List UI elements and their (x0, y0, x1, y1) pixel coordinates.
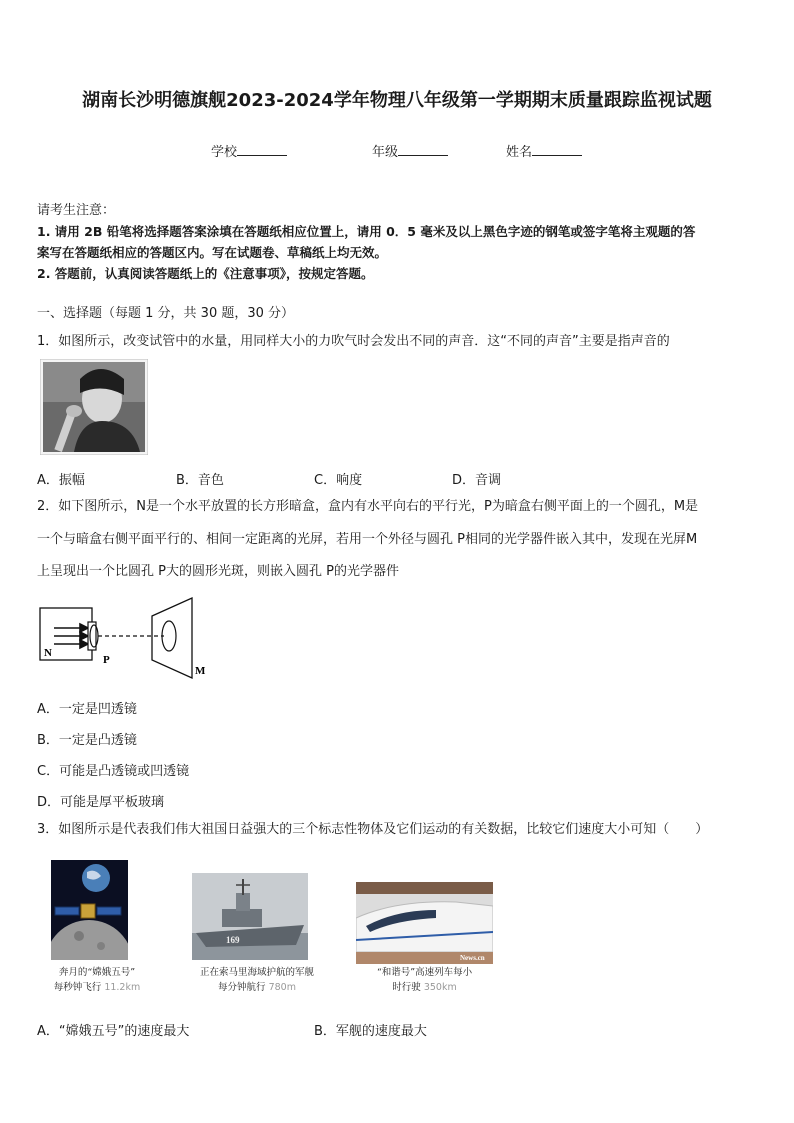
q2-diagram (36, 594, 216, 686)
q3-caption-2 (184, 965, 330, 995)
q1-option-c[interactable]: C．响度 (314, 473, 363, 488)
q3-option-b[interactable]: B．军舰的速度最大 (314, 1024, 427, 1039)
q3-caption-3 (358, 965, 491, 995)
q1-option-a[interactable]: A．振幅 (37, 473, 85, 488)
q3-caption-2-line2: 每分钟航行 (218, 982, 266, 993)
q3-caption-1-line1: 奔月的“嫦娥五号” (58, 967, 136, 978)
notice-item1-line1: 1. 请用 2B 铅笔将选择题答案涂填在答题纸相应位置上，请用 0．5 毫米及以上黑色字迹的钢笔或签字笔将主观题的答 (37, 224, 696, 239)
q2-option-b[interactable]: B．一定是凸透镜 (37, 733, 137, 748)
name-blank[interactable] (532, 143, 582, 156)
q2-stem-line1: 2．如下图所示，N是一个水平放置的长方形暗盒，盒内有水平向右的平行光，P为暗盒右侧平面上的一个圆孔，M是 (37, 499, 699, 514)
q3-stem: 3．如图所示是代表我们伟大祖国日益强大的三个标志性物体及它们运动的有关数据，比较它们速度大小可知（ ） (37, 822, 709, 837)
section-heading: 一、选择题（每题 1 分，共 30 题，30 分） (37, 306, 295, 321)
notice-heading: 请考生注意： (37, 203, 116, 218)
q3-caption-3-line2: 时行驶 (392, 982, 421, 993)
label-p: P (103, 654, 110, 666)
q3-caption-3-line1: “和谐号”高速列车每小 (376, 967, 473, 978)
label-n: N (44, 647, 52, 659)
q2-option-c[interactable]: C．可能是凸透镜或凹透镜 (37, 764, 190, 779)
q3-image-spacecraft (51, 860, 128, 960)
q2-stem-line2: 一个与暗盒右侧平面平行的、相间一定距离的光屏，若用一个外径与圆孔 P相同的光学器件嵌入其中，发现在光屏M (37, 532, 698, 547)
q1-option-d[interactable]: D．音调 (452, 473, 502, 488)
q3-caption-2-line1: 正在索马里海域护航的军舰 (199, 967, 314, 978)
q1-photo (40, 359, 148, 455)
q1-stem: 1．如图所示，改变试管中的水量，用同样大小的力吹气时会发出不同的声音．这“不同的声音”主要是指声音的 (37, 334, 670, 349)
grade-blank[interactable] (398, 143, 448, 156)
name-label: 姓名 (506, 145, 533, 160)
ship-number: 169 (226, 935, 240, 945)
school-label: 学校 (211, 145, 238, 160)
name-field (506, 141, 582, 160)
q3-caption-2-value: 780m (268, 982, 296, 993)
q3-image-train (356, 882, 493, 964)
q1-option-b[interactable]: B．音色 (176, 473, 224, 488)
grade-label: 年级 (372, 145, 399, 160)
notice-item1-line2: 案写在答题纸相应的答题区内。写在试题卷、草稿纸上均无效。 (37, 245, 388, 260)
q3-option-a[interactable]: A．“嫦娥五号”的速度最大 (37, 1024, 190, 1039)
school-blank[interactable] (237, 143, 287, 156)
q2-stem-line3: 上呈现出一个比圆孔 P大的圆形光斑，则嵌入圆孔 P的光学器件 (37, 564, 399, 579)
grade-field (372, 141, 448, 160)
label-m: M (195, 665, 206, 677)
watermark: News.cn (460, 954, 485, 962)
q3-image-warship (192, 873, 308, 960)
q2-option-d[interactable]: D．可能是厚平板玻璃 (37, 795, 165, 810)
notice-item2: 2. 答题前，认真阅读答题纸上的《注意事项》，按规定答题。 (37, 266, 374, 281)
q3-caption-1-value: 11.2km (104, 982, 141, 993)
school-field (211, 141, 287, 160)
q3-caption-3-value: 350km (423, 982, 457, 993)
page-title: 湖南长沙明德旗舰2023-2024学年物理八年级第一学期期末质量跟踪监视试题 (82, 90, 712, 111)
q3-caption-1-line2: 每秒钟飞行 (53, 982, 102, 993)
q2-option-a[interactable]: A．一定是凹透镜 (37, 702, 137, 717)
q3-caption-1 (42, 965, 152, 995)
